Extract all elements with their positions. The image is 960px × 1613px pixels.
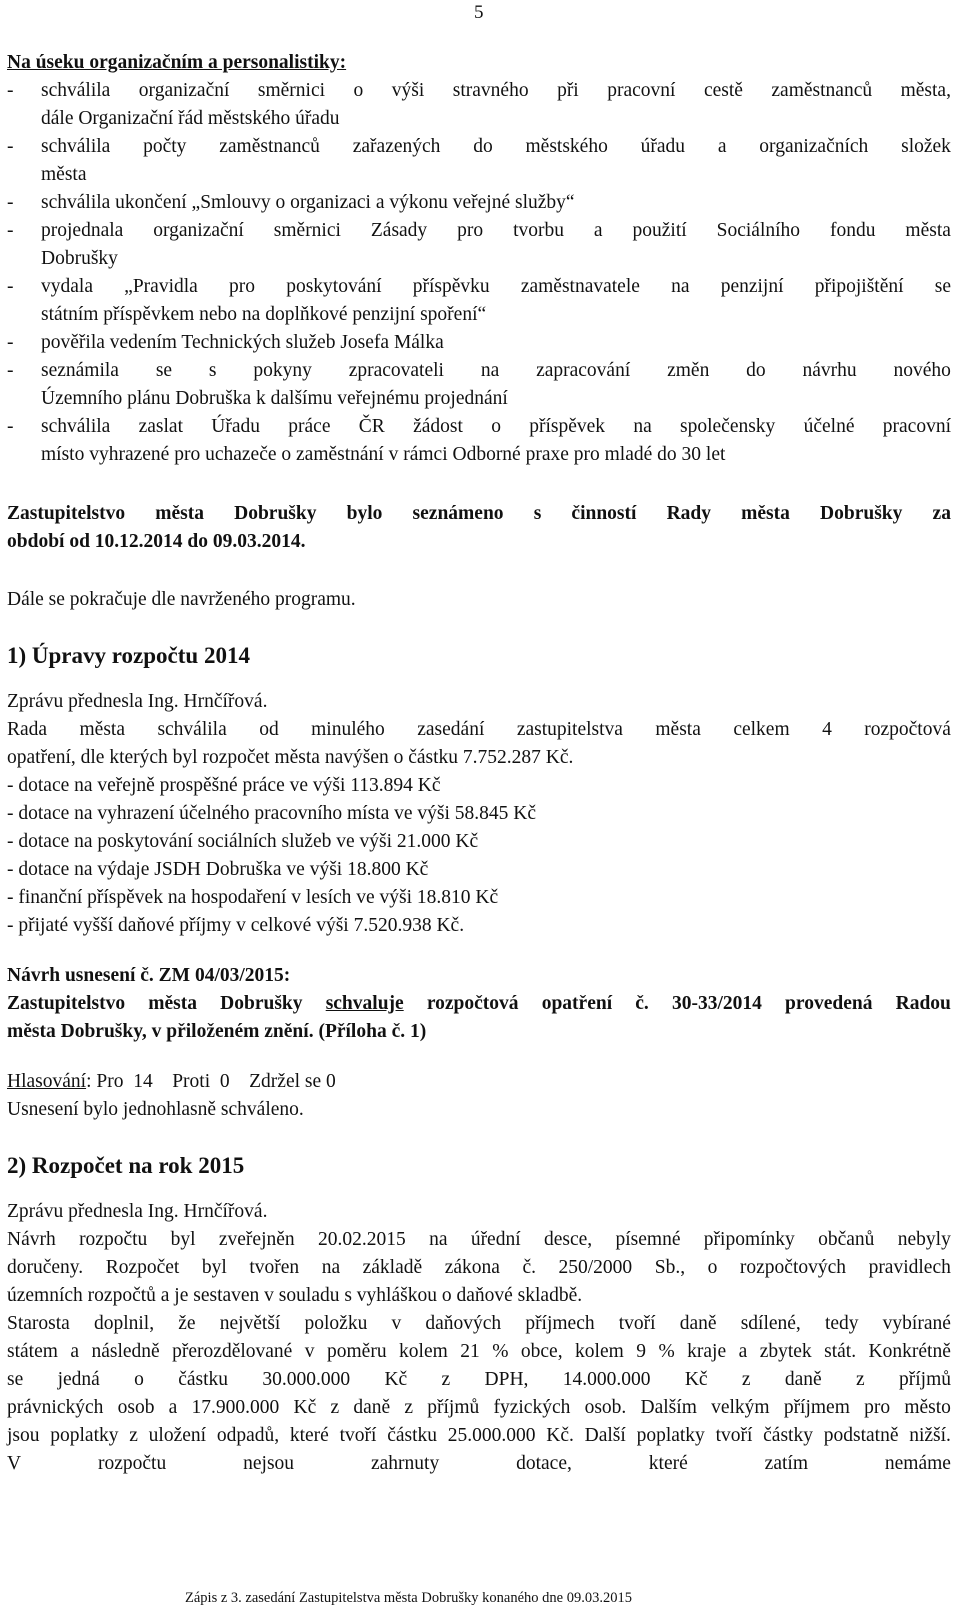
section-title: 2) Rozpočet na rok 2015	[7, 1153, 245, 1178]
budget-item: - přijaté vyšší daňové příjmy v celkové výši 7.520.938 Kč.	[7, 915, 465, 936]
bullet-item: - schválila ukončení „Smlouvy o organizaci a výkonu veřejné služby“	[7, 192, 575, 213]
paragraph: V rozpočtu nejsou zahrnuty dotace, které zatím nemáme	[7, 1453, 951, 1474]
paragraph: Starosta doplnil, že největší položku v daňových příjmech tvoří daně sdílené, tedy vybírané	[7, 1313, 951, 1334]
resolution-label: Návrh usnesení č. ZM 04/03/2015:	[7, 965, 291, 986]
bullet-item: - schválila organizační směrnici o výši stravného při pracovní cestě zaměstnanců města,	[7, 80, 951, 101]
bullet-item-cont: Územního plánu Dobruška k dalšímu veřejnému projednání	[41, 388, 508, 409]
vote-line: Hlasování: Pro 14 Proti 0 Zdržel se 0	[7, 1071, 336, 1092]
budget-item: - dotace na vyhrazení účelného pracovního místa ve výši 58.845 Kč	[7, 803, 537, 824]
budget-item: - dotace na veřejně prospěšné práce ve výši 113.894 Kč	[7, 775, 441, 796]
paragraph: právnických osob a 17.900.000 Kč z daně z příjmů fyzických osob. Dalším velkým příjmem pro město	[7, 1397, 951, 1418]
budget-item: - dotace na poskytování sociálních služeb ve výši 21.000 Kč	[7, 831, 479, 852]
bullet-item-cont: Dobrušky	[41, 248, 118, 269]
paragraph: Návrh rozpočtu byl zveřejněn 20.02.2015 na úřední desce, písemné připomínky občanů nebyly	[7, 1229, 951, 1250]
budget-item: - dotace na výdaje JSDH Dobruška ve výši 18.800 Kč	[7, 859, 429, 880]
bullet-item-cont: dále Organizační řád městského úřadu	[41, 108, 340, 129]
continue-text: Dále se pokračuje dle navrženého programu.	[7, 589, 356, 610]
page-footer: Zápis z 3. zasedání Zastupitelstva města Dobrušky konaného dne 09.03.2015	[185, 1590, 632, 1606]
section-title: 1) Úpravy rozpočtu 2014	[7, 643, 250, 668]
council-info-cont: období od 10.12.2014 do 09.03.2014.	[7, 531, 306, 552]
bullet-item: - projednala organizační směrnici Zásady pro tvorbu a použití Sociálního fondu města	[7, 220, 951, 241]
presenter: Zprávu přednesla Ing. Hrnčířová.	[7, 1201, 268, 1222]
bullet-item-cont: místo vyhrazené pro uchazeče o zaměstnání v rámci Odborné praxe pro mladé do 30 let	[41, 444, 726, 465]
section-heading: Na úseku organizačním a personalistiky:	[7, 52, 347, 73]
paragraph: státem a následně přerozdělované v poměru kolem 21 % obce, kolem 9 % kraje a zbytek stát. Konkrétně	[7, 1341, 951, 1362]
bullet-item: - schválila počty zaměstnanců zařazených do městského úřadu a organizačních složek	[7, 136, 951, 157]
presenter: Zprávu přednesla Ing. Hrnčířová.	[7, 691, 268, 712]
bullet-item: - pověřila vedením Technických služeb Josefa Málka	[7, 332, 444, 353]
paragraph-cont: opatření, dle kterých byl rozpočet města navýšen o částku 7.752.287 Kč.	[7, 747, 574, 768]
resolution-text: Zastupitelstvo města Dobrušky schvaluje rozpočtová opatření č. 30-33/2014 provedená Radou	[7, 993, 951, 1014]
resolution-text-cont: města Dobrušky, v přiloženém znění. (Příloha č. 1)	[7, 1021, 427, 1042]
council-info: Zastupitelstvo města Dobrušky bylo seznámeno s činností Rady města Dobrušky za	[7, 503, 951, 524]
paragraph: se jedná o částku 30.000.000 Kč z DPH, 14.000.000 Kč z daně z příjmů	[7, 1369, 951, 1390]
bullet-item-cont: státním příspěvkem nebo na doplňkové penzijní spoření“	[41, 304, 487, 325]
paragraph: doručeny. Rozpočet byl tvořen na základě zákona č. 250/2000 Sb., o rozpočtových pravidlech	[7, 1257, 951, 1278]
paragraph: Rada města schválila od minulého zasedání zastupitelstva města celkem 4 rozpočtová	[7, 719, 951, 740]
bullet-item: - vydala „Pravidla pro poskytování příspěvku zaměstnavatele na penzijní připojištění se	[7, 276, 951, 297]
budget-item: - finanční příspěvek na hospodaření v lesích ve výši 18.810 Kč	[7, 887, 499, 908]
vote-result: Usnesení bylo jednohlasně schváleno.	[7, 1099, 304, 1120]
bullet-item: - schválila zaslat Úřadu práce ČR žádost o příspěvek na společensky účelné pracovní	[7, 416, 951, 437]
bullet-item: - seznámila se s pokyny zpracovateli na zapracování změn do návrhu nového	[7, 360, 951, 381]
paragraph: jsou poplatky z uložení odpadů, které tvoří částku 25.000.000 Kč. Další poplatky tvoří částky podstatně nižší.	[7, 1425, 951, 1446]
page-number: 5	[474, 2, 484, 23]
bullet-item-cont: města	[41, 164, 87, 185]
paragraph-cont: územních rozpočtů a je sestaven v souladu s vyhláškou o daňové skladbě.	[7, 1285, 583, 1306]
